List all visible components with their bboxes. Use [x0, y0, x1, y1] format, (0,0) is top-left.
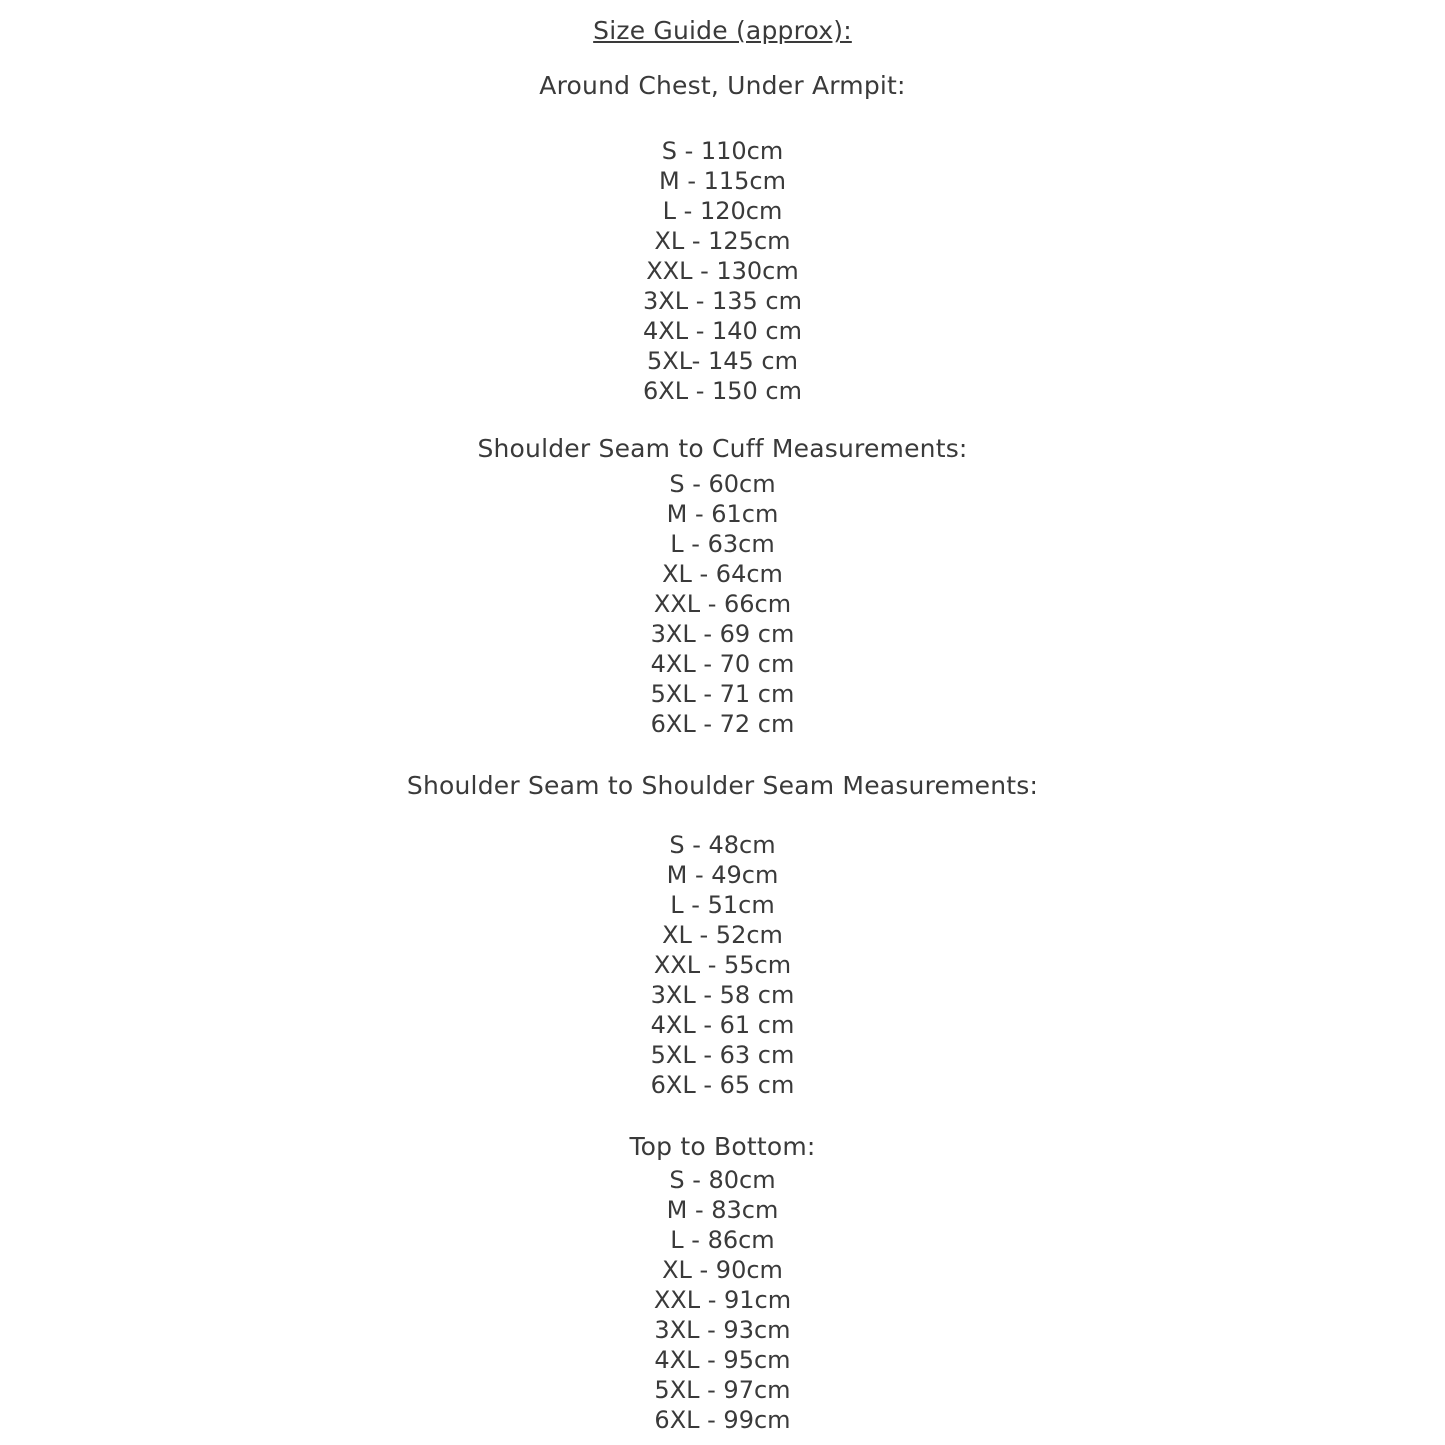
measurement-row: M - 49cm	[666, 861, 779, 889]
measurement-row: L - 63cm	[670, 530, 775, 558]
measurement-list	[651, 469, 795, 739]
measurement-row: 3XL - 69 cm	[650, 620, 795, 648]
measurement-row: XL - 64cm	[662, 560, 783, 588]
measurement-row: XXL - 130cm	[646, 257, 799, 285]
measurement-row: XXL - 91cm	[653, 1286, 792, 1314]
measurement-row: 3XL - 135 cm	[642, 287, 802, 315]
section-heading: Shoulder Seam to Cuff Measurements:	[477, 434, 968, 463]
measurement-row: 6XL - 72 cm	[650, 710, 795, 738]
section-shoulder-to-cuff	[0, 434, 1445, 771]
measurement-row: XL - 52cm	[662, 921, 783, 949]
measurement-row: 4XL - 95cm	[654, 1346, 791, 1374]
measurement-row: 6XL - 150 cm	[642, 377, 802, 405]
section-heading: Around Chest, Under Armpit:	[539, 71, 906, 100]
measurement-row: 5XL - 63 cm	[650, 1041, 795, 1069]
measurement-row: L - 120cm	[662, 197, 783, 225]
measurement-list	[643, 136, 802, 406]
measurement-row: 5XL - 71 cm	[650, 680, 795, 708]
section-top-to-bottom	[0, 1132, 1445, 1435]
section-heading: Top to Bottom:	[629, 1132, 816, 1161]
measurement-row: 5XL - 97cm	[654, 1376, 791, 1404]
measurement-row: M - 83cm	[666, 1196, 779, 1224]
measurement-list	[654, 1165, 791, 1435]
measurement-row: S - 60cm	[669, 470, 776, 498]
measurement-row: XL - 125cm	[654, 227, 791, 255]
section-heading: Shoulder Seam to Shoulder Seam Measurements:	[406, 771, 1039, 800]
measurement-row: XXL - 55cm	[653, 951, 792, 979]
measurement-row: XXL - 66cm	[653, 590, 792, 618]
page-title: Size Guide (approx):	[593, 16, 852, 45]
measurement-row: M - 115cm	[658, 167, 786, 195]
section-around-chest	[0, 71, 1445, 434]
measurement-row: 4XL - 140 cm	[642, 317, 802, 345]
measurement-row: XL - 90cm	[662, 1256, 783, 1284]
measurement-row: L - 51cm	[670, 891, 775, 919]
section-shoulder-to-shoulder	[0, 771, 1445, 1132]
measurement-row: S - 110cm	[661, 137, 784, 165]
measurement-row: 4XL - 61 cm	[650, 1011, 795, 1039]
measurement-row: 3XL - 58 cm	[650, 981, 795, 1009]
measurement-row: 6XL - 99cm	[654, 1406, 791, 1434]
measurement-row: S - 80cm	[669, 1166, 776, 1194]
measurement-list	[651, 830, 795, 1100]
measurement-row: 5XL- 145 cm	[647, 347, 798, 375]
measurement-row: M - 61cm	[666, 500, 779, 528]
measurement-row: 3XL - 93cm	[654, 1316, 791, 1344]
measurement-row: 4XL - 70 cm	[650, 650, 795, 678]
measurement-row: S - 48cm	[669, 831, 776, 859]
measurement-row: 6XL - 65 cm	[650, 1071, 795, 1099]
measurement-row: L - 86cm	[670, 1226, 775, 1254]
